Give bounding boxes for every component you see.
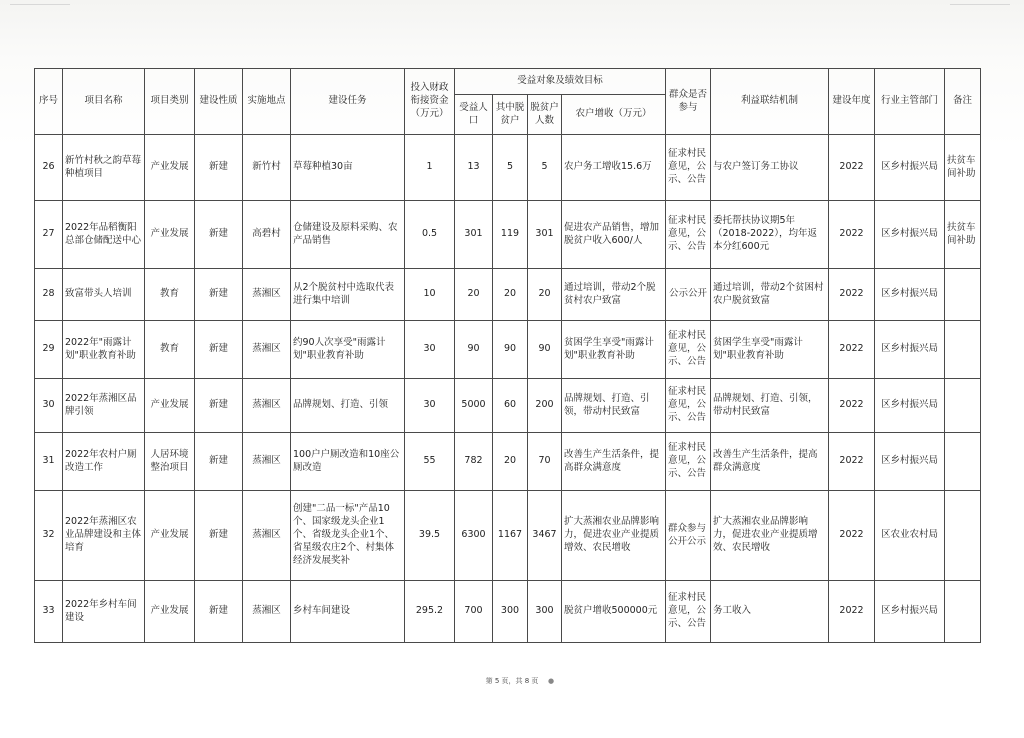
- header-remark: 备注: [945, 69, 981, 135]
- cell-dept: 区乡村振兴局: [875, 379, 945, 433]
- cell-beneficiaries: 301: [455, 201, 493, 269]
- cell-poor: 119: [493, 201, 528, 269]
- cell-income: 促进农产品销售，增加脱贫户收入600/人: [562, 201, 666, 269]
- cell-name: 致富带头人培训: [63, 269, 145, 321]
- cell-participation: 征求村民意见，公示、公告: [666, 135, 711, 201]
- cell-seq: 32: [35, 491, 63, 581]
- cell-seq: 26: [35, 135, 63, 201]
- cell-income: 改善生产生活条件，提高群众满意度: [562, 433, 666, 491]
- cell-beneficiaries: 13: [455, 135, 493, 201]
- cell-task: 创建"二品一标"产品10个、国家级龙头企业1个、省级龙头企业1个、省星级农庄2个、村集体经济发展奖补: [291, 491, 405, 581]
- header-income: 农户增收（万元）: [562, 95, 666, 135]
- cell-name: 2022年蒸湘区品牌引领: [63, 379, 145, 433]
- cell-income: 贫困学生享受"雨露计划"职业教育补助: [562, 321, 666, 379]
- header-of-which-poor: 其中脱贫户: [493, 95, 528, 135]
- cell-poor: 20: [493, 269, 528, 321]
- cell-task: 品牌规划、打造、引领: [291, 379, 405, 433]
- table-row: [35, 379, 981, 433]
- cell-task: 乡村车间建设: [291, 581, 405, 643]
- cell-exit: 200: [528, 379, 562, 433]
- cell-seq: 27: [35, 201, 63, 269]
- cell-category: 产业发展: [145, 491, 195, 581]
- header-name: 项目名称: [63, 69, 145, 135]
- cell-beneficiaries: 782: [455, 433, 493, 491]
- header-nature: 建设性质: [195, 69, 243, 135]
- table-row: [35, 581, 981, 643]
- cell-dept: 区乡村振兴局: [875, 433, 945, 491]
- cell-participation: 征求村民意见，公示、公告: [666, 581, 711, 643]
- cell-mechanism: 扩大蒸湘农业品牌影响力，促进农业产业提质增效、农民增收: [711, 491, 829, 581]
- header-participation: 群众是否参与: [666, 69, 711, 135]
- cell-mechanism: 委托帮扶协议期5年（2018-2022），均年返本分红600元: [711, 201, 829, 269]
- cell-year: 2022: [829, 201, 875, 269]
- cell-task: 100户户厕改造和10座公厕改造: [291, 433, 405, 491]
- cell-nature: 新建: [195, 135, 243, 201]
- cell-location: 蒸湘区: [243, 269, 291, 321]
- cell-location: 蒸湘区: [243, 379, 291, 433]
- header-seq: 序号: [35, 69, 63, 135]
- cell-mechanism: 务工收入: [711, 581, 829, 643]
- header-year: 建设年度: [829, 69, 875, 135]
- cell-poor: 90: [493, 321, 528, 379]
- table-row: [35, 201, 981, 269]
- cell-task: 仓储建设及原料采购、农产品销售: [291, 201, 405, 269]
- cell-fund: 30: [405, 379, 455, 433]
- cell-exit: 5: [528, 135, 562, 201]
- cell-income: 通过培训，带动2个脱贫村农户致富: [562, 269, 666, 321]
- cell-year: 2022: [829, 581, 875, 643]
- scan-speck: ●: [548, 677, 555, 685]
- cell-remark: 扶贫车间补助: [945, 201, 981, 269]
- cell-exit: 3467: [528, 491, 562, 581]
- cell-beneficiaries: 5000: [455, 379, 493, 433]
- header-benefit-group: 受益对象及绩效目标: [455, 69, 666, 95]
- cell-dept: 区乡村振兴局: [875, 269, 945, 321]
- cell-dept: 区乡村振兴局: [875, 321, 945, 379]
- cell-participation: 征求村民意见，公示、公告: [666, 201, 711, 269]
- cell-exit: 90: [528, 321, 562, 379]
- cell-location: 蒸湘区: [243, 581, 291, 643]
- cell-category: 教育: [145, 321, 195, 379]
- header-category: 项目类别: [145, 69, 195, 135]
- project-table: [34, 68, 981, 643]
- cell-poor: 20: [493, 433, 528, 491]
- cell-task: 约90人次享受"雨露计划"职业教育补助: [291, 321, 405, 379]
- cell-year: 2022: [829, 433, 875, 491]
- cell-participation: 公示公开: [666, 269, 711, 321]
- cell-category: 产业发展: [145, 201, 195, 269]
- cell-seq: 33: [35, 581, 63, 643]
- cell-category: 产业发展: [145, 379, 195, 433]
- header-location: 实施地点: [243, 69, 291, 135]
- table-row: [35, 433, 981, 491]
- header-dept: 行业主管部门: [875, 69, 945, 135]
- cell-beneficiaries: 6300: [455, 491, 493, 581]
- cell-location: 高碧村: [243, 201, 291, 269]
- cell-location: 蒸湘区: [243, 433, 291, 491]
- header-beneficiaries: 受益人口: [455, 95, 493, 135]
- cell-seq: 30: [35, 379, 63, 433]
- cell-nature: 新建: [195, 433, 243, 491]
- cell-nature: 新建: [195, 201, 243, 269]
- scan-edge-mark: [950, 4, 1010, 13]
- cell-category: 人居环境整治项目: [145, 433, 195, 491]
- cell-nature: 新建: [195, 379, 243, 433]
- cell-beneficiaries: 90: [455, 321, 493, 379]
- cell-name: 2022年品稻衡阳总部仓储配送中心: [63, 201, 145, 269]
- cell-name: 2022年"雨露计划"职业教育补助: [63, 321, 145, 379]
- table-row: [35, 491, 981, 581]
- cell-dept: 区乡村振兴局: [875, 201, 945, 269]
- cell-year: 2022: [829, 135, 875, 201]
- cell-remark: [945, 581, 981, 643]
- cell-income: 品牌规划、打造、引领，带动村民致富: [562, 379, 666, 433]
- cell-exit: 20: [528, 269, 562, 321]
- cell-dept: 区乡村振兴局: [875, 135, 945, 201]
- cell-dept: 区农业农村局: [875, 491, 945, 581]
- cell-participation: 群众参与公开公示: [666, 491, 711, 581]
- cell-task: 草莓种植30亩: [291, 135, 405, 201]
- cell-location: 蒸湘区: [243, 491, 291, 581]
- page-number: 第 5 页，共 8 页: [485, 677, 539, 685]
- cell-fund: 39.5: [405, 491, 455, 581]
- cell-participation: 征求村民意见，公示、公告: [666, 321, 711, 379]
- cell-remark: [945, 379, 981, 433]
- cell-nature: 新建: [195, 269, 243, 321]
- cell-name: 2022年乡村车间建设: [63, 581, 145, 643]
- cell-income: 脱贫户增收500000元: [562, 581, 666, 643]
- cell-beneficiaries: 700: [455, 581, 493, 643]
- cell-poor: 60: [493, 379, 528, 433]
- cell-exit: 70: [528, 433, 562, 491]
- cell-name: 2022年蒸湘区农业品牌建设和主体培育: [63, 491, 145, 581]
- cell-location: 蒸湘区: [243, 321, 291, 379]
- cell-income: 扩大蒸湘农业品牌影响力，促进农业产业提质增效、农民增收: [562, 491, 666, 581]
- cell-fund: 295.2: [405, 581, 455, 643]
- cell-remark: [945, 321, 981, 379]
- cell-fund: 55: [405, 433, 455, 491]
- cell-year: 2022: [829, 269, 875, 321]
- cell-beneficiaries: 20: [455, 269, 493, 321]
- cell-poor: 5: [493, 135, 528, 201]
- cell-location: 新竹村: [243, 135, 291, 201]
- cell-task: 从2个脱贫村中选取代表进行集中培训: [291, 269, 405, 321]
- cell-remark: [945, 491, 981, 581]
- cell-mechanism: 品牌规划、打造、引领，带动村民致富: [711, 379, 829, 433]
- cell-nature: 新建: [195, 581, 243, 643]
- cell-fund: 1: [405, 135, 455, 201]
- cell-participation: 征求村民意见，公示、公告: [666, 433, 711, 491]
- cell-category: 产业发展: [145, 581, 195, 643]
- cell-seq: 31: [35, 433, 63, 491]
- cell-category: 产业发展: [145, 135, 195, 201]
- cell-mechanism: 贫困学生享受"雨露计划"职业教育补助: [711, 321, 829, 379]
- table-row: [35, 269, 981, 321]
- cell-nature: 新建: [195, 491, 243, 581]
- scan-edge-mark: [10, 4, 70, 13]
- cell-remark: 扶贫车间补助: [945, 135, 981, 201]
- cell-year: 2022: [829, 321, 875, 379]
- cell-name: 2022年农村户厕改造工作: [63, 433, 145, 491]
- cell-exit: 300: [528, 581, 562, 643]
- cell-fund: 10: [405, 269, 455, 321]
- cell-fund: 30: [405, 321, 455, 379]
- cell-exit: 301: [528, 201, 562, 269]
- cell-mechanism: 通过培训，带动2个贫困村农户脱贫致富: [711, 269, 829, 321]
- table-row: [35, 135, 981, 201]
- cell-mechanism: 改善生产生活条件，提高群众满意度: [711, 433, 829, 491]
- cell-year: 2022: [829, 379, 875, 433]
- cell-seq: 29: [35, 321, 63, 379]
- cell-remark: [945, 433, 981, 491]
- cell-nature: 新建: [195, 321, 243, 379]
- cell-seq: 28: [35, 269, 63, 321]
- cell-income: 农户务工增收15.6万: [562, 135, 666, 201]
- cell-mechanism: 与农户签订务工协议: [711, 135, 829, 201]
- cell-poor: 300: [493, 581, 528, 643]
- cell-remark: [945, 269, 981, 321]
- cell-dept: 区乡村振兴局: [875, 581, 945, 643]
- cell-poor: 1167: [493, 491, 528, 581]
- cell-fund: 0.5: [405, 201, 455, 269]
- header-poverty-exit: 脱贫户人数: [528, 95, 562, 135]
- cell-category: 教育: [145, 269, 195, 321]
- cell-participation: 征求村民意见，公示、公告: [666, 379, 711, 433]
- cell-name: 新竹村秋之韵草莓种植项目: [63, 135, 145, 201]
- header-fund: 投入财政衔接资金（万元）: [405, 69, 455, 135]
- header-mechanism: 利益联结机制: [711, 69, 829, 135]
- cell-year: 2022: [829, 491, 875, 581]
- table-row: [35, 321, 981, 379]
- header-task: 建设任务: [291, 69, 405, 135]
